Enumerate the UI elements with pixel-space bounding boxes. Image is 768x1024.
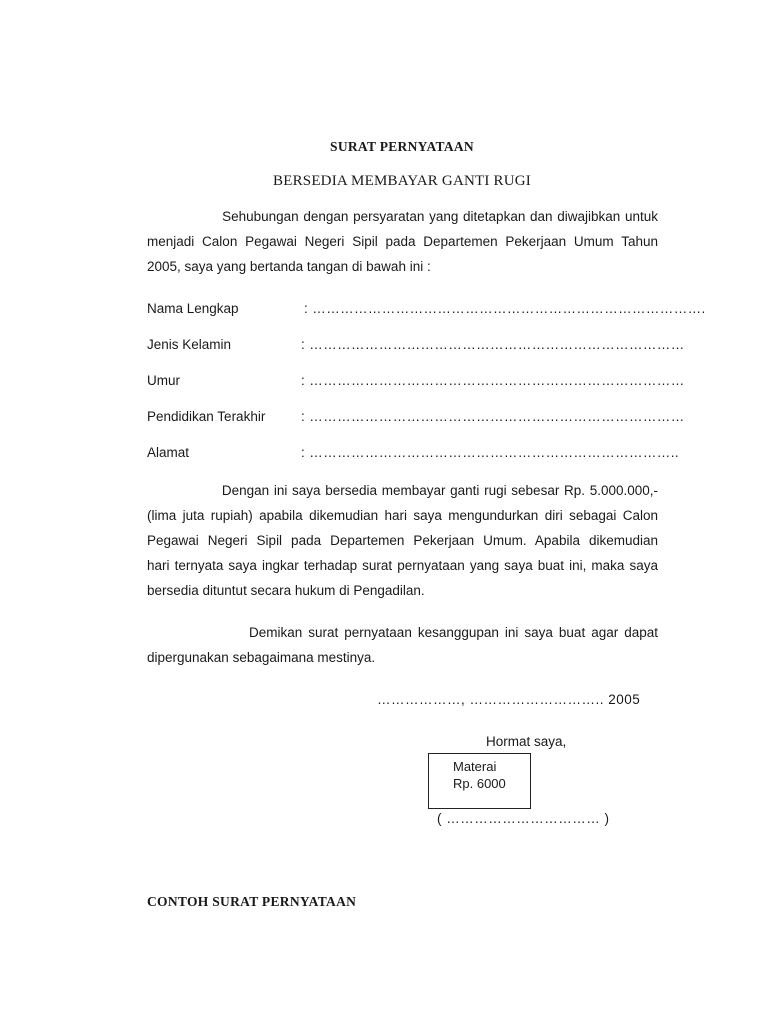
- field-value-umur[interactable]: : ………………………………………………………………………: [301, 373, 685, 388]
- statement-line: hari ternyata saya ingkar terhadap surat pernyataan yang saya buat ini, maka saya: [147, 558, 658, 573]
- field-label-alamat: Alamat: [147, 445, 190, 460]
- footer-heading: CONTOH SURAT PERNYATAAN: [147, 894, 357, 909]
- statement-line: (lima juta rupiah) apabila dikemudian hari saya mengundurkan diri sebagai Calon: [147, 508, 658, 523]
- closing-line: Demikan surat pernyataan kesanggupan ini saya buat agar dapat: [147, 625, 658, 640]
- document-subtitle: BERSEDIA MEMBAYAR GANTI RUGI: [273, 173, 531, 189]
- stamp-box: [428, 753, 531, 809]
- closing-paragraph: [147, 620, 658, 670]
- regards-text: Hormat saya,: [486, 734, 567, 749]
- field-value-alamat[interactable]: : ……………………………………………………………………..: [301, 445, 680, 460]
- intro-line: 2005, saya yang bertanda tangan di bawah ini :: [147, 259, 431, 274]
- document-title: SURAT PERNYATAAN: [330, 139, 474, 154]
- field-label-nama-lengkap: Nama Lengkap: [147, 301, 239, 316]
- field-label-jenis-kelamin: Jenis Kelamin: [147, 337, 232, 352]
- field-value-nama-lengkap[interactable]: : ………………………………………………………………………….: [304, 301, 706, 316]
- intro-line: menjadi Calon Pegawai Negeri Sipil pada Departemen Pekerjaan Umum Tahun: [147, 234, 658, 249]
- stamp-amount: Rp. 6000: [453, 776, 506, 791]
- intro-line: Sehubungan dengan persyaratan yang ditetapkan dan diwajibkan untuk: [147, 209, 658, 224]
- field-value-jenis-kelamin[interactable]: : ………………………………………………………………………: [301, 337, 685, 352]
- statement-line: bersedia dituntut secara hukum di Pengadilan.: [147, 583, 425, 598]
- place-date[interactable]: ………………, ……………………….. 2005: [377, 692, 641, 707]
- field-label-pendidikan-terakhir: Pendidikan Terakhir: [147, 409, 266, 424]
- stamp-label: Materai: [453, 759, 497, 774]
- statement-line: Dengan ini saya bersedia membayar ganti rugi sebesar Rp. 5.000.000,-: [147, 483, 658, 498]
- closing-line: dipergunakan sebagaimana mestinya.: [147, 650, 376, 665]
- statement-paragraph: [147, 478, 658, 603]
- intro-paragraph: [147, 204, 658, 279]
- statement-line: Pegawai Negeri Sipil pada Departemen Pekerjaan Umum. Apabila dikemudian: [147, 533, 658, 548]
- field-value-pendidikan-terakhir[interactable]: : ………………………………………………………………………: [301, 409, 685, 424]
- signature-line[interactable]: ( …………………………… ): [437, 811, 610, 826]
- field-label-umur: Umur: [147, 373, 180, 388]
